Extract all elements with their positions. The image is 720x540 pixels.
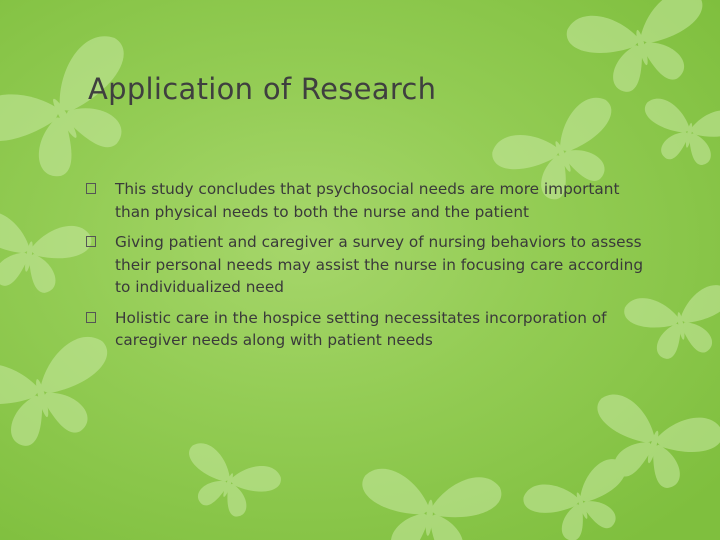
bullet-box-icon [86, 236, 96, 247]
butterfly-icon [0, 209, 94, 300]
bullet-box-icon [86, 312, 96, 323]
butterfly-icon [0, 28, 163, 203]
bullet-box-icon [86, 183, 96, 194]
bullet-text: This study concludes that psychosocial needs are more important than physical needs to both the nurse and the patient [115, 180, 620, 221]
bullet-item [86, 307, 646, 352]
bullet-item [86, 231, 646, 299]
butterfly-icon [563, 0, 719, 103]
bullet-text: Holistic care in the hospice setting necessitates incorporation of caregiver needs along with patient needs [115, 308, 607, 349]
butterfly-icon [637, 96, 720, 170]
bullet-text: Giving patient and caregiver a survey of nursing behaviors to assess their personal needs may assist the nurse in focusing care according to individualized need [115, 233, 644, 296]
butterfly-icon [520, 455, 643, 540]
slide-title: Application of Research [88, 72, 437, 106]
butterfly-icon [173, 439, 284, 527]
bullet-list [86, 178, 646, 360]
bullet-item [86, 178, 646, 223]
butterfly-icon [356, 467, 502, 540]
